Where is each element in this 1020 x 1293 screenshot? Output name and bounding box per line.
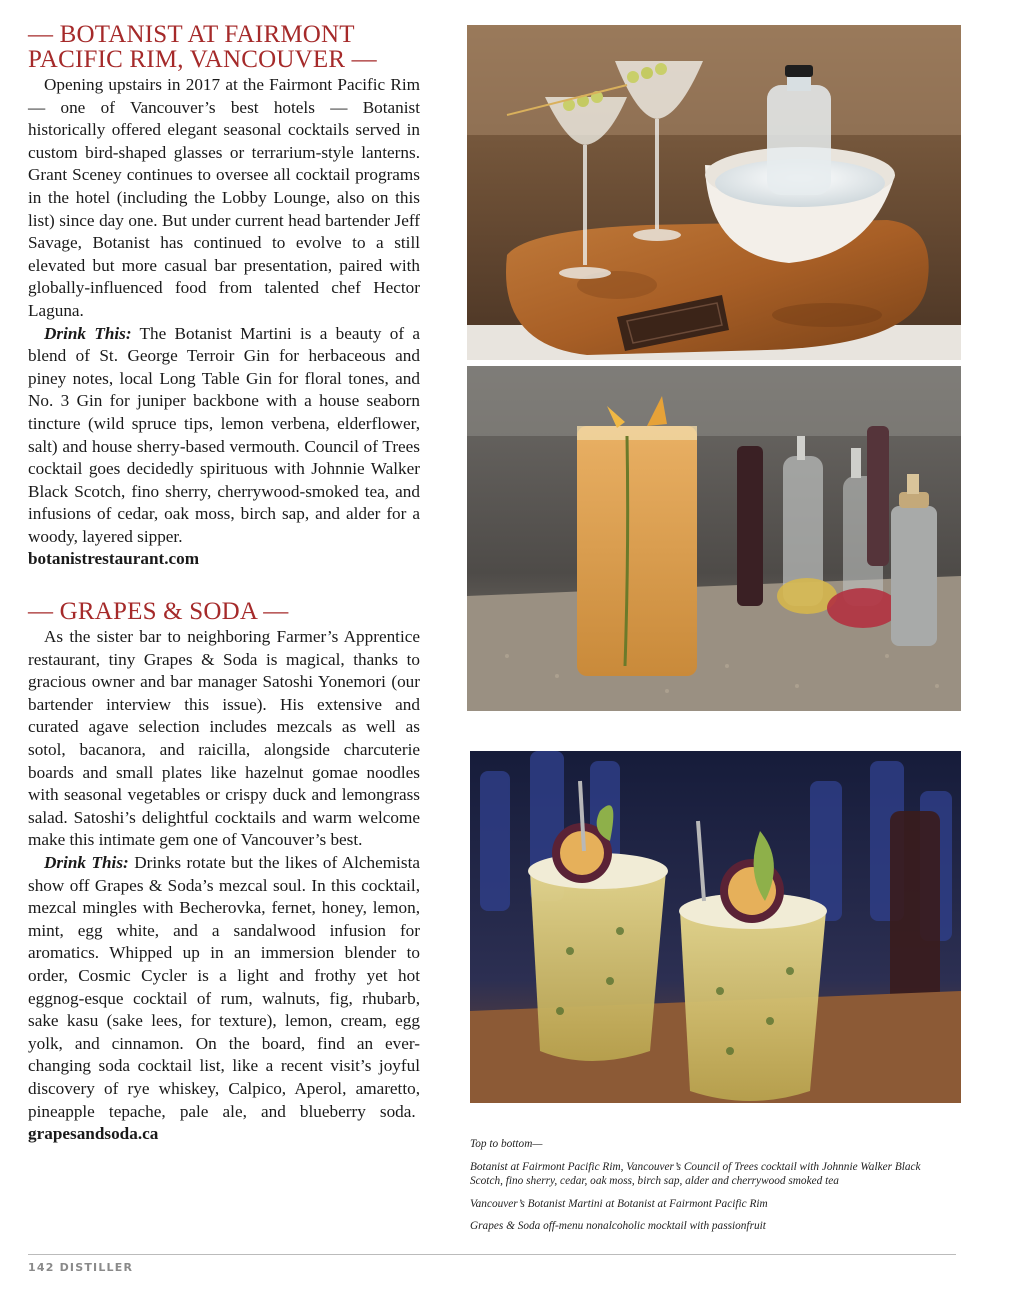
botanist-paragraph-1: Opening upstairs in 2017 at the Fairmont Pacific Rim — one of Vancouver’s best hotels — Botanist historically offered elegant seasonal cocktails served in custom bird-shaped glasses or terrarium-style lanterns. Grant Sceney continues to oversee all cocktail programs in the hotel (including the Lobby Lounge, also on this list) since day one. But under current head bartender Jeff Savage, Botanist has continued to evolve to a still elevated but more casual bar presentation, paired with globally-influenced food from talented chef Hector Laguna. — [28, 75, 420, 320]
title-line-2: PACIFIC RIM, VANCOUVER — — [28, 46, 377, 73]
title-line-1: — BOTANIST AT FAIRMONT — [28, 21, 355, 48]
magazine-name: DISTILLER — [59, 1261, 134, 1274]
section-title-botanist — [28, 22, 420, 72]
photo-passionfruit-mocktail — [470, 751, 961, 1103]
botanist-website-link[interactable]: botanistrestaurant.com — [28, 549, 200, 569]
caption-line-1: Botanist at Fairmont Pacific Rim, Vancouver’s Council of Trees cocktail with Johnnie Walker Black Scotch, fino sherry, cedar, oak moss, birch sap, alder and cherrywood smoked tea — [470, 1160, 921, 1187]
grapes-paragraph-1: As the sister bar to neighboring Farmer’s Apprentice restaurant, tiny Grapes & Soda is magical, thanks to gracious owner and bar manager Satoshi Yonemori (our bartender interview this issue). His extensive and curated agave selection includes mezcals as well as sotol, bacanora, and raicilla, alongside charcuterie boards and small plates like hazelnut gomae noodles with seasonal vegetables or crispy duck and lemongrass salad. Satoshi’s delightful cocktails and warm welcome make this intimate gem one of Vancouver’s best. — [28, 627, 420, 850]
drink-this-label: Drink This: — [44, 853, 129, 872]
section-title-grapes-soda: — GRAPES & SODA — — [28, 598, 289, 626]
section-botanist — [28, 22, 420, 571]
photo-botanist-martini — [467, 25, 961, 360]
caption-heading: Top to bottom— — [470, 1138, 543, 1150]
grapes-website-link[interactable]: grapesandsoda.ca — [28, 1124, 159, 1144]
photo-caption — [470, 1137, 950, 1242]
photo-council-of-trees — [467, 366, 961, 711]
page-footer — [28, 1261, 133, 1274]
footer-rule — [28, 1254, 956, 1255]
section-grapes-soda — [28, 599, 420, 1146]
grapes-paragraph-2: Drink This: Drinks rotate but the likes of Alchemista show off Grapes & Soda’s mezcal soul. In this cocktail, mezcal mingles with Becherovka, fernet, honey, lemon, mint, egg white, and a sandalwood infusion for aromatics. Whipped up in an immersion blender to order, Cosmic Cycler is a light and frothy yet hot eggnog-esque cocktail of rum, walnuts, fig, rhubarb, sake kasu (sake lees, for texture), lemon, cream, egg yolk, and cinnamon. On the board, find an ever-changing soda cocktail list, like a recent visit’s joyful discovery of rye whiskey, Calpico, Aperol, amaretto, pineapple tepache, pale ale, and blueberry soda. grapesandsoda.ca — [28, 853, 420, 1144]
caption-line-3: Grapes & Soda off-menu nonalcoholic mocktail with passionfruit — [470, 1220, 766, 1232]
botanist-paragraph-2: Drink This: The Botanist Martini is a beauty of a blend of St. George Terroir Gin for herbaceous and piney notes, local Long Table Gin for floral tones, and No. 3 Gin for juniper backbone with a house seaborn tincture (wild spruce tips, lemon verbena, elderflower, salt) and house sherry-based vermouth. Council of Trees cocktail goes decidedly spirituous with Johnnie Walker Black Scotch, fino sherry, cherrywood-smoked tea, and infusions of cedar, oak moss, birch sap, and alder for a woody, layered sipper. botanistrestaurant.com — [28, 323, 420, 569]
article-column — [28, 22, 420, 1146]
caption-line-2: Vancouver’s Botanist Martini at Botanist at Fairmont Pacific Rim — [470, 1197, 768, 1210]
page-number: 142 — [28, 1261, 55, 1274]
drink-this-label: Drink This: — [44, 323, 132, 343]
